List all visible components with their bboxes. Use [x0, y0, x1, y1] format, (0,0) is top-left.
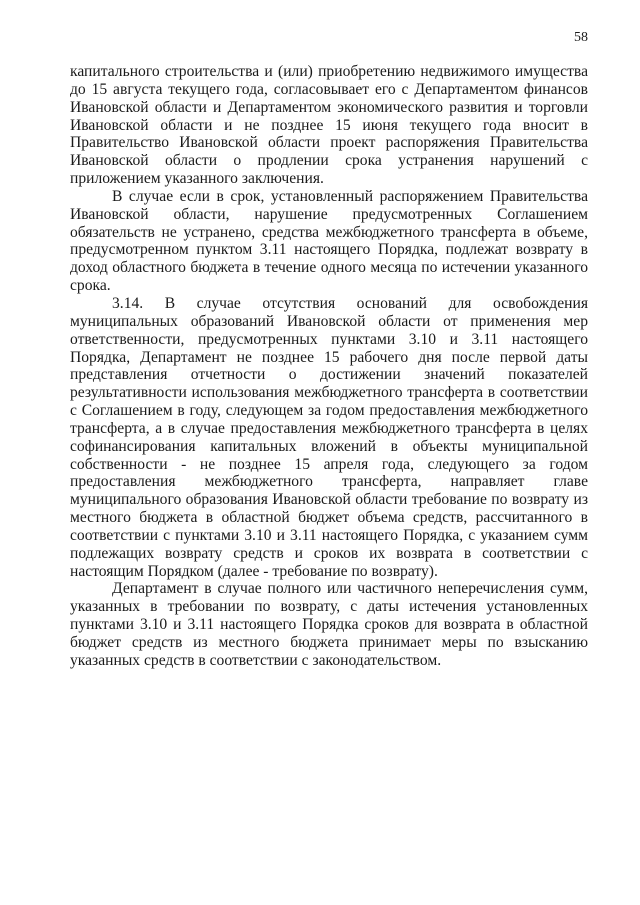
paragraph-continuation: капитального строительства и (или) приобретению недвижимого имущества до 15 августа текущего года, согласовывает его с Департаментом финансов Ивановской области и Департаментом экономического развития и торговли Ивановской области и не позднее 15 июня текущего года вносит в Правительство Ивановской области проект распоряжения Правительства Ивановской области о продлении срока устранения нарушений с приложением указанного заключения.: [70, 63, 588, 188]
document-body: [70, 63, 588, 670]
paragraph-recovery-measures: Департамент в случае полного или частичного неперечисления сумм, указанных в требовании по возврату, с даты истечения установленных пунктами 3.10 и 3.11 настоящего Порядка сроков для возврата в областной бюджет средств из местного бюджета принимает меры по взысканию указанных средств в соответствии с законодательством.: [70, 580, 588, 669]
page-number: 58: [574, 30, 588, 45]
paragraph-section-3-14: 3.14. В случае отсутствия оснований для освобождения муниципальных образований Ивановской области от применения мер ответственности, предусмотренных пунктами 3.10 и 3.11 настоящего Порядка, Департамент не позднее 15 рабочего дня после первой даты представления отчетности о достижении значений показателей результативности использования межбюджетного трансферта в соответствии с Соглашением в году, следующем за годом предоставления межбюджетного трансферта, а в случае предоставления межбюджетного трансферта в целях софинансирования капитальных вложений в объекты муниципальной собственности - не позднее 15 апреля года, следующего за годом предоставления межбюджетного трансферта, направляет главе муниципального образования Ивановской области требование по возврату из местного бюджета в областной бюджет объема средств, рассчитанного в соответствии с пунктами 3.10 и 3.11 настоящего Порядка, с указанием сумм подлежащих возврату средств и сроков их возврата в соответствии с настоящим Порядком (далее - требование по возврату).: [70, 294, 588, 580]
paragraph-violation-deadline: В случае если в срок, установленный распоряжением Правительства Ивановской области, нарушение предусмотренных Соглашением обязательств не устранено, средства межбюджетного трансферта в объеме, предусмотренном пунктом 3.11 настоящего Порядка, подлежат возврату в доход областного бюджета в течение одного месяца по истечении указанного срока.: [70, 187, 588, 295]
